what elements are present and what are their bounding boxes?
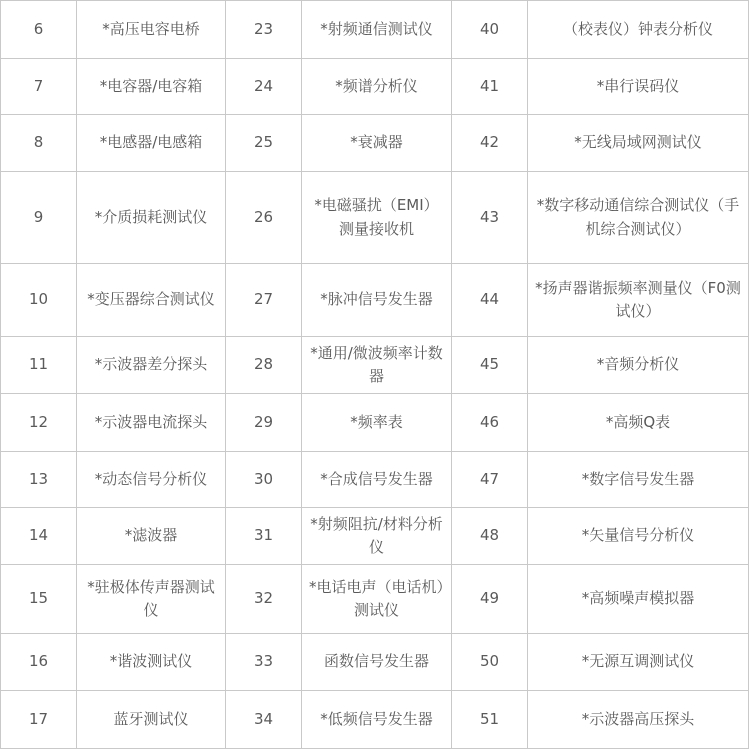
- item-number: 17: [1, 691, 77, 749]
- item-number: 7: [1, 59, 77, 115]
- item-number: 15: [1, 565, 77, 634]
- item-name: *频率表: [302, 394, 452, 452]
- item-number: 31: [226, 508, 302, 565]
- item-name: *数字移动通信综合测试仪（手机综合测试仪）: [528, 172, 749, 264]
- item-number: 40: [452, 1, 528, 59]
- item-name: *音频分析仪: [528, 337, 749, 394]
- item-name: *脉冲信号发生器: [302, 264, 452, 337]
- item-name: *扬声器谐振频率测量仪（F0测试仪）: [528, 264, 749, 337]
- item-name: 蓝牙测试仪: [77, 691, 226, 749]
- item-name: *示波器电流探头: [77, 394, 226, 452]
- item-number: 46: [452, 394, 528, 452]
- item-name: *电容器/电容箱: [77, 59, 226, 115]
- table-row: [1, 691, 749, 749]
- table-row: [1, 337, 749, 394]
- table-row: [1, 452, 749, 508]
- item-name: *合成信号发生器: [302, 452, 452, 508]
- item-name: *矢量信号分析仪: [528, 508, 749, 565]
- item-name: *串行误码仪: [528, 59, 749, 115]
- item-number: 34: [226, 691, 302, 749]
- item-number: 51: [452, 691, 528, 749]
- item-number: 10: [1, 264, 77, 337]
- item-number: 6: [1, 1, 77, 59]
- item-name: *驻极体传声器测试仪: [77, 565, 226, 634]
- table-row: [1, 394, 749, 452]
- item-number: 30: [226, 452, 302, 508]
- item-name: *低频信号发生器: [302, 691, 452, 749]
- item-number: 27: [226, 264, 302, 337]
- item-name: *高压电容电桥: [77, 1, 226, 59]
- table-row: [1, 59, 749, 115]
- item-number: 33: [226, 634, 302, 691]
- item-name: *谐波测试仪: [77, 634, 226, 691]
- item-number: 13: [1, 452, 77, 508]
- item-number: 49: [452, 565, 528, 634]
- item-name: 函数信号发生器: [302, 634, 452, 691]
- item-number: 24: [226, 59, 302, 115]
- item-name: *示波器高压探头: [528, 691, 749, 749]
- item-name: *频谱分析仪: [302, 59, 452, 115]
- item-number: 50: [452, 634, 528, 691]
- item-number: 43: [452, 172, 528, 264]
- item-name: *射频通信测试仪: [302, 1, 452, 59]
- item-name: *介质损耗测试仪: [77, 172, 226, 264]
- item-name: *电感器/电感箱: [77, 115, 226, 172]
- item-number: 12: [1, 394, 77, 452]
- item-number: 29: [226, 394, 302, 452]
- table-row: [1, 172, 749, 264]
- table-row: [1, 565, 749, 634]
- item-number: 42: [452, 115, 528, 172]
- item-number: 14: [1, 508, 77, 565]
- item-name: *无源互调测试仪: [528, 634, 749, 691]
- item-name: *电磁骚扰（EMI）测量接收机: [302, 172, 452, 264]
- table-row: [1, 508, 749, 565]
- item-name: *无线局域网测试仪: [528, 115, 749, 172]
- item-number: 32: [226, 565, 302, 634]
- item-number: 23: [226, 1, 302, 59]
- item-name: *高频Q表: [528, 394, 749, 452]
- table-row: [1, 634, 749, 691]
- item-name: *高频噪声模拟器: [528, 565, 749, 634]
- table-row: [1, 115, 749, 172]
- item-number: 8: [1, 115, 77, 172]
- item-name: （校表仪）钟表分析仪: [528, 1, 749, 59]
- item-number: 45: [452, 337, 528, 394]
- item-number: 41: [452, 59, 528, 115]
- item-number: 47: [452, 452, 528, 508]
- table-row: [1, 1, 749, 59]
- item-name: *电话电声（电话机）测试仪: [302, 565, 452, 634]
- item-name: *射频阻抗/材料分析仪: [302, 508, 452, 565]
- item-name: *滤波器: [77, 508, 226, 565]
- item-number: 11: [1, 337, 77, 394]
- item-name: *衰减器: [302, 115, 452, 172]
- item-name: *变压器综合测试仪: [77, 264, 226, 337]
- item-number: 16: [1, 634, 77, 691]
- item-name: *数字信号发生器: [528, 452, 749, 508]
- item-number: 26: [226, 172, 302, 264]
- item-number: 25: [226, 115, 302, 172]
- item-number: 48: [452, 508, 528, 565]
- item-name: *动态信号分析仪: [77, 452, 226, 508]
- item-number: 9: [1, 172, 77, 264]
- item-name: *示波器差分探头: [77, 337, 226, 394]
- item-number: 28: [226, 337, 302, 394]
- item-number: 44: [452, 264, 528, 337]
- item-name: *通用/微波频率计数器: [302, 337, 452, 394]
- table-row: [1, 264, 749, 337]
